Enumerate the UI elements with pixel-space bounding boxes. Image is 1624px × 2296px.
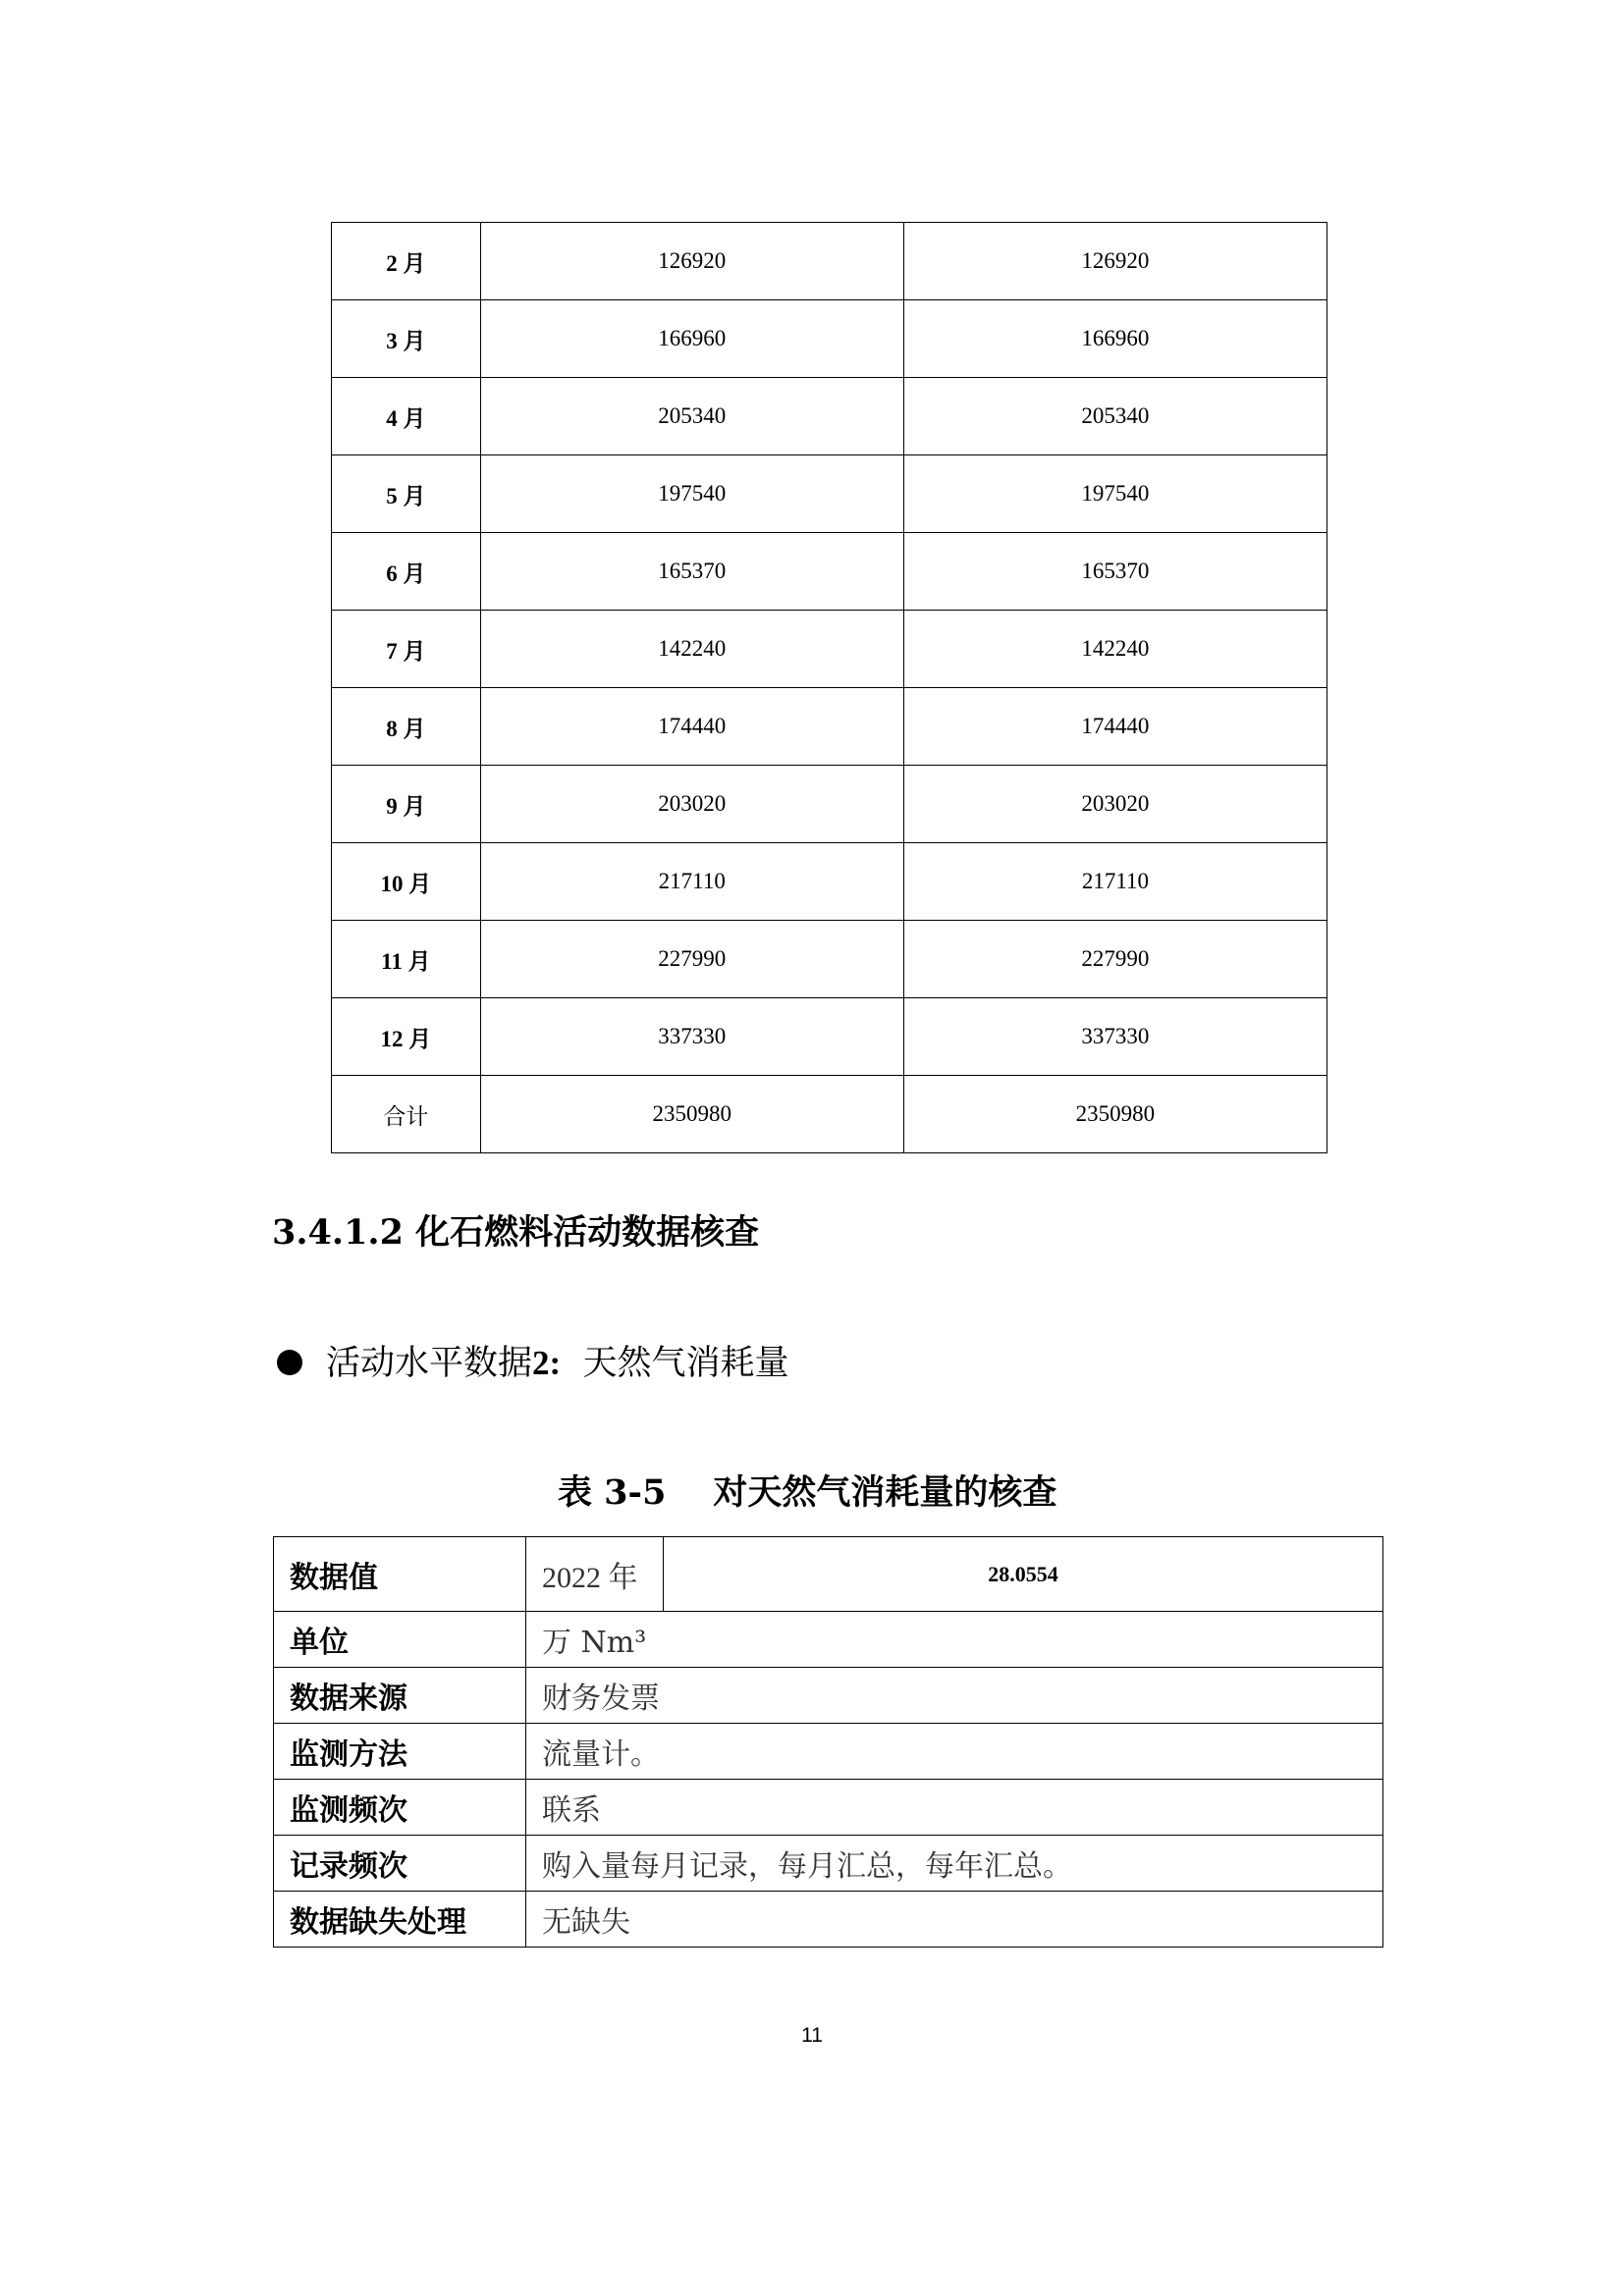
value-cell: 166960 <box>480 300 903 378</box>
row-value: 流量计。 <box>526 1724 1383 1780</box>
table-row <box>274 1836 1383 1892</box>
row-value: 联系 <box>526 1780 1383 1836</box>
month-cell: 6 月 <box>332 533 481 611</box>
table-caption <box>558 1466 1056 1515</box>
table-row <box>332 843 1327 921</box>
row-label: 记录频次 <box>274 1836 526 1892</box>
table-row <box>274 1892 1383 1948</box>
month-cell: 10 月 <box>332 843 481 921</box>
month-cell: 8 月 <box>332 688 481 766</box>
row-label: 数据缺失处理 <box>274 1892 526 1948</box>
value-cell: 126920 <box>903 223 1326 300</box>
row-label: 监测频次 <box>274 1780 526 1836</box>
row-label: 监测方法 <box>274 1724 526 1780</box>
row-label: 单位 <box>274 1612 526 1668</box>
total-label-cell: 合计 <box>332 1076 481 1153</box>
value-cell: 217110 <box>903 843 1326 921</box>
value-cell: 227990 <box>903 921 1326 998</box>
row-value: 购入量每月记录，每月汇总，每年汇总。 <box>526 1836 1383 1892</box>
row-value: 无缺失 <box>526 1892 1383 1948</box>
table-row <box>332 223 1327 300</box>
value-cell: 165370 <box>903 533 1326 611</box>
table-caption-number: 表 3-5 <box>558 1472 667 1513</box>
value-cell: 174440 <box>903 688 1326 766</box>
bullet-heading <box>277 1336 788 1385</box>
month-cell: 12 月 <box>332 998 481 1076</box>
month-cell: 9 月 <box>332 766 481 843</box>
value-cell: 205340 <box>480 378 903 455</box>
monthly-table-body <box>332 223 1327 1153</box>
table-row <box>274 1537 1383 1612</box>
table-row <box>332 611 1327 688</box>
value-cell: 165370 <box>480 533 903 611</box>
row-label: 数据值 <box>274 1537 526 1612</box>
month-cell: 7 月 <box>332 611 481 688</box>
table-row <box>332 766 1327 843</box>
table-row <box>332 455 1327 533</box>
row-label: 数据来源 <box>274 1668 526 1724</box>
value-cell: 142240 <box>903 611 1326 688</box>
month-cell: 11 月 <box>332 921 481 998</box>
month-cell: 4 月 <box>332 378 481 455</box>
row-value: 万 Nm³ <box>526 1612 1383 1668</box>
month-cell: 3 月 <box>332 300 481 378</box>
table-caption-title: 对天然气消耗量的核查 <box>713 1472 1057 1513</box>
value-cell: 174440 <box>480 688 903 766</box>
value-cell: 126920 <box>480 223 903 300</box>
value-cell: 337330 <box>903 998 1326 1076</box>
check-table-body <box>274 1537 1383 1948</box>
data-value-cell: 28.0554 <box>664 1537 1383 1612</box>
value-cell: 227990 <box>480 921 903 998</box>
value-cell: 203020 <box>480 766 903 843</box>
bullet-dot-icon <box>277 1350 302 1375</box>
natural-gas-check-table <box>273 1536 1383 1948</box>
table-row <box>332 378 1327 455</box>
table-row <box>332 533 1327 611</box>
bullet-number: 2: <box>532 1344 562 1382</box>
total-value-cell: 2350980 <box>903 1076 1326 1153</box>
value-cell: 217110 <box>480 843 903 921</box>
table-row <box>274 1724 1383 1780</box>
table-row <box>332 688 1327 766</box>
value-cell: 197540 <box>480 455 903 533</box>
value-cell: 203020 <box>903 766 1326 843</box>
month-cell: 5 月 <box>332 455 481 533</box>
table-row <box>274 1612 1383 1668</box>
section-heading: 3.4.1.2 化石燃料活动数据核查 <box>272 1212 760 1253</box>
table-row <box>332 300 1327 378</box>
value-cell: 142240 <box>480 611 903 688</box>
table-row <box>274 1780 1383 1836</box>
table-total-row <box>332 1076 1327 1153</box>
table-row <box>332 998 1327 1076</box>
bullet-text: 天然气消耗量 <box>582 1344 789 1383</box>
row-value: 财务发票 <box>526 1668 1383 1724</box>
table-row <box>274 1668 1383 1724</box>
value-cell: 166960 <box>903 300 1326 378</box>
year-cell: 2022 年 <box>526 1537 664 1612</box>
value-cell: 205340 <box>903 378 1326 455</box>
month-cell: 2 月 <box>332 223 481 300</box>
table-row <box>332 921 1327 998</box>
monthly-consumption-table <box>331 222 1327 1153</box>
value-cell: 197540 <box>903 455 1326 533</box>
page-number: 11 <box>801 2024 823 2047</box>
value-cell: 337330 <box>480 998 903 1076</box>
total-value-cell: 2350980 <box>480 1076 903 1153</box>
bullet-label: 活动水平数据 <box>326 1344 533 1383</box>
